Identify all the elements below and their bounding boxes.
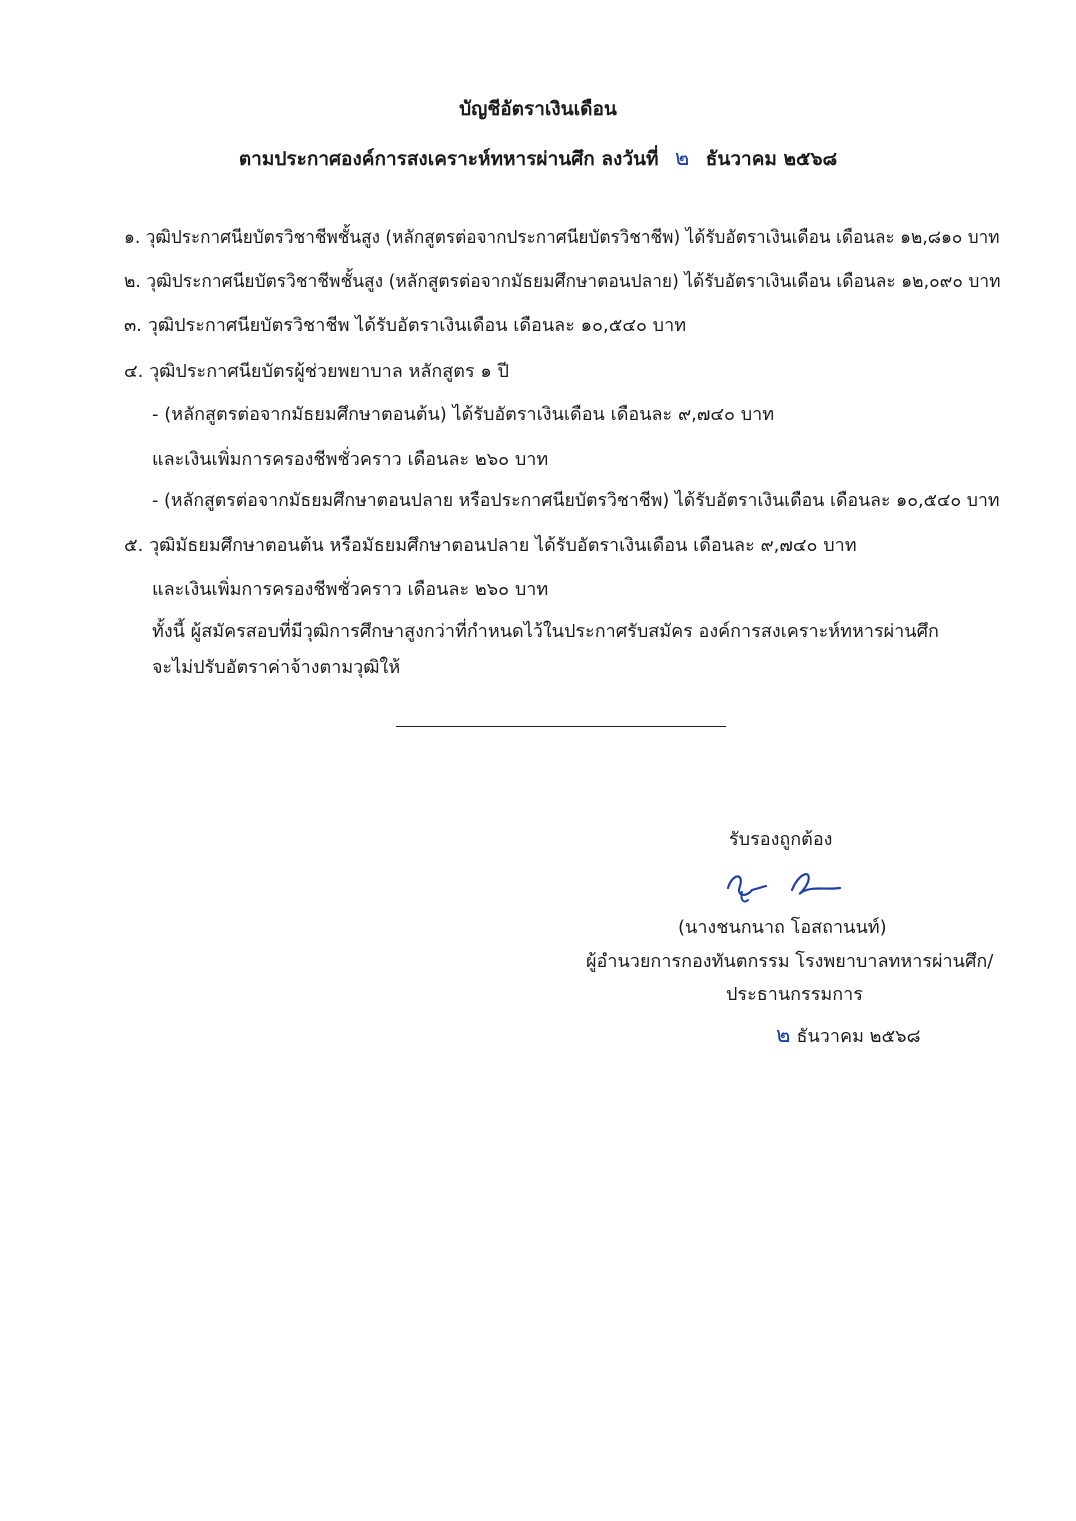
subtitle-prefix: ตามประกาศองค์การสงเคราะห์ทหารผ่านศึก ลงวันที่ [238,148,659,170]
subtitle-suffix: ธันวาคม ๒๕๖๘ [705,148,838,170]
document-subtitle [0,140,1076,175]
signer-position-line-1: ผู้อำนวยการกองทันตกรรม โรงพยาบาลทหารผ่านศึก/ [586,951,994,972]
salary-item-4-sub-1: - (หลักสูตรต่อจากมัธยมศึกษาตอนต้น) ได้รับอัตราเงินเดือน เดือนละ ๙,๗๔๐ บาท [152,404,775,425]
salary-item-5: ๕. วุฒิมัธยมศึกษาตอนต้น หรือมัธยมศึกษาตอนปลาย ได้รับอัตราเงินเดือน เดือนละ ๙,๗๔๐ บาท [124,535,857,556]
salary-item-4-sub-1-allowance: และเงินเพิ่มการครองชีพชั่วคราว เดือนละ ๒๖๐ บาท [152,449,549,470]
document-title: บัญชีอัตราเงินเดือน [459,98,617,120]
salary-item-4: ๔. วุฒิประกาศนียบัตรผู้ช่วยพยาบาล หลักสูตร ๑ ปี [124,361,509,382]
salary-item-1: ๑. วุฒิประกาศนียบัตรวิชาชีพชั้นสูง (หลักสูตรต่อจากประกาศนียบัตรวิชาชีพ) ได้รับอัตราเงินเดือน เดือนละ ๑๒,๘๑๐ บาท [124,227,1000,248]
subtitle-handwritten-day: ๒ [674,146,690,171]
separator-line [396,726,726,727]
note-line-2: จะไม่ปรับอัตราค่าจ้างตามวุฒิให้ [152,657,401,678]
salary-item-5-allowance: และเงินเพิ่มการครองชีพชั่วคราว เดือนละ ๒๖๐ บาท [152,579,549,600]
salary-item-4-sub-2: - (หลักสูตรต่อจากมัธยมศึกษาตอนปลาย หรือประกาศนียบัตรวิชาชีพ) ได้รับอัตราเงินเดือน เดือนละ ๑๐,๕๔๐ บาท [152,490,1000,511]
signer-name: (นางชนกนาถ โอสถานนท์) [678,917,887,938]
certification-date-rest: ธันวาคม ๒๕๖๘ [796,1026,921,1047]
salary-item-2: ๒. วุฒิประกาศนียบัตรวิชาชีพชั้นสูง (หลักสูตรต่อจากมัธยมศึกษาตอนปลาย) ได้รับอัตราเงินเดือน เดือนละ ๑๒,๐๙๐ บาท [124,271,1001,292]
signer-position-line-2: ประธานกรรมการ [726,984,863,1005]
salary-item-3: ๓. วุฒิประกาศนียบัตรวิชาชีพ ได้รับอัตราเงินเดือน เดือนละ ๑๐,๕๔๐ บาท [124,315,687,336]
handwritten-signature [722,860,852,910]
certification-label: รับรองถูกต้อง [729,829,833,850]
note-line-1: ทั้งนี้ ผู้สมัครสอบที่มีวุฒิการศึกษาสูงกว่าที่กำหนดไว้ในประกาศรับสมัคร องค์การสงเคราะห์ทหารผ่านศึก [152,621,939,642]
certification-date [776,1024,920,1049]
certification-date-handwritten-day: ๒ [776,1023,791,1048]
